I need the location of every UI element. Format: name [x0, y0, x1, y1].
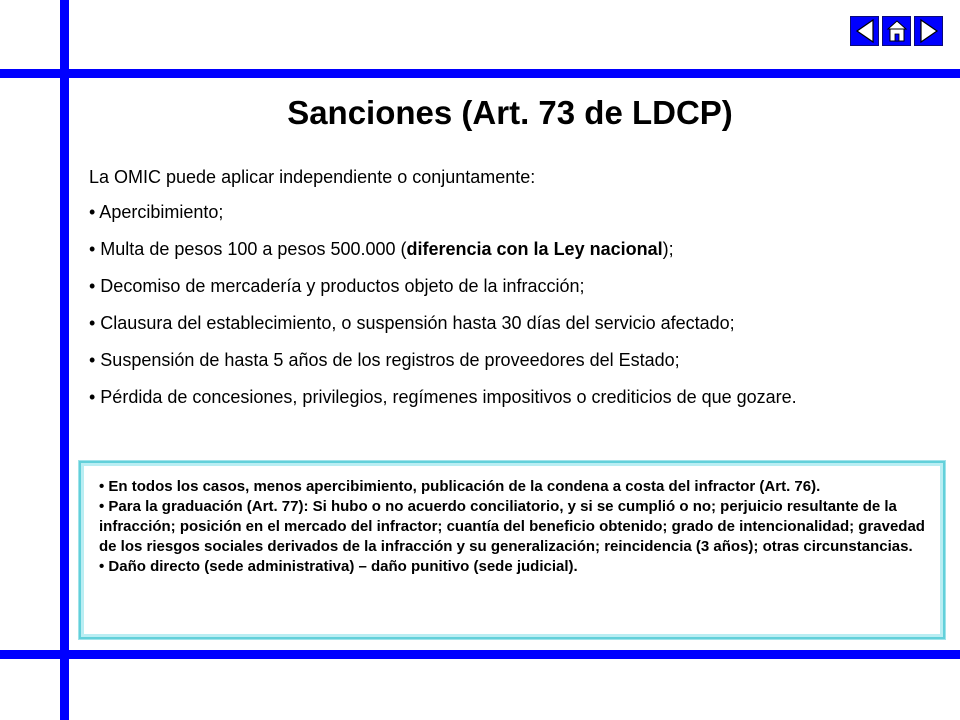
note-box: [79, 461, 945, 639]
list-item-emphasis: diferencia con la Ley nacional: [406, 239, 663, 259]
list-item: [89, 238, 869, 260]
house-icon: [885, 18, 909, 44]
list-item: • Apercibimiento;: [89, 202, 224, 222]
bottom-accent-bar: [0, 650, 960, 659]
home-button[interactable]: [882, 16, 911, 46]
triangle-right-icon: [918, 19, 940, 43]
previous-slide-button[interactable]: [850, 16, 879, 46]
sanctions-list: [89, 201, 869, 408]
note-line: • Para la graduación (Art. 77): Si hubo o no acuerdo conciliatorio, y si se cumplió o no; perjuicio resultante de la infracción; posición en el mercado del infractor; cuantía del beneficio obtenido; grado de intencionalidad; gravedad de los riesgos sociales derivados de la infracción y su generalización; reincidencia (3 años); otras circunstancias.: [99, 498, 925, 555]
list-item: • Suspensión de hasta 5 años de los registros de proveedores del Estado;: [89, 350, 680, 370]
triangle-left-icon: [854, 19, 876, 43]
note-line: • Daño directo (sede administrativa) – daño punitivo (sede judicial).: [99, 558, 578, 575]
list-item: • Clausura del establecimiento, o suspensión hasta 30 días del servicio afectado;: [89, 313, 735, 333]
list-item: • Decomiso de mercadería y productos objeto de la infracción;: [89, 276, 585, 296]
note-line: • En todos los casos, menos apercibimiento, publicación de la condena a costa del infractor (Art. 76).: [99, 478, 821, 495]
top-accent-bar: [0, 69, 960, 78]
next-slide-button[interactable]: [914, 16, 943, 46]
slide-title: Sanciones (Art. 73 de LDCP): [287, 94, 733, 131]
intro-text: La OMIC puede aplicar independiente o conjuntamente:: [89, 167, 536, 187]
list-item-text: );: [662, 239, 674, 259]
slide-navigation: [850, 16, 946, 48]
list-item-text: • Multa de pesos 100 a pesos 500.000 (: [89, 239, 407, 259]
list-item: • Pérdida de concesiones, privilegios, regímenes impositivos o crediticios de que gozare.: [89, 387, 797, 407]
